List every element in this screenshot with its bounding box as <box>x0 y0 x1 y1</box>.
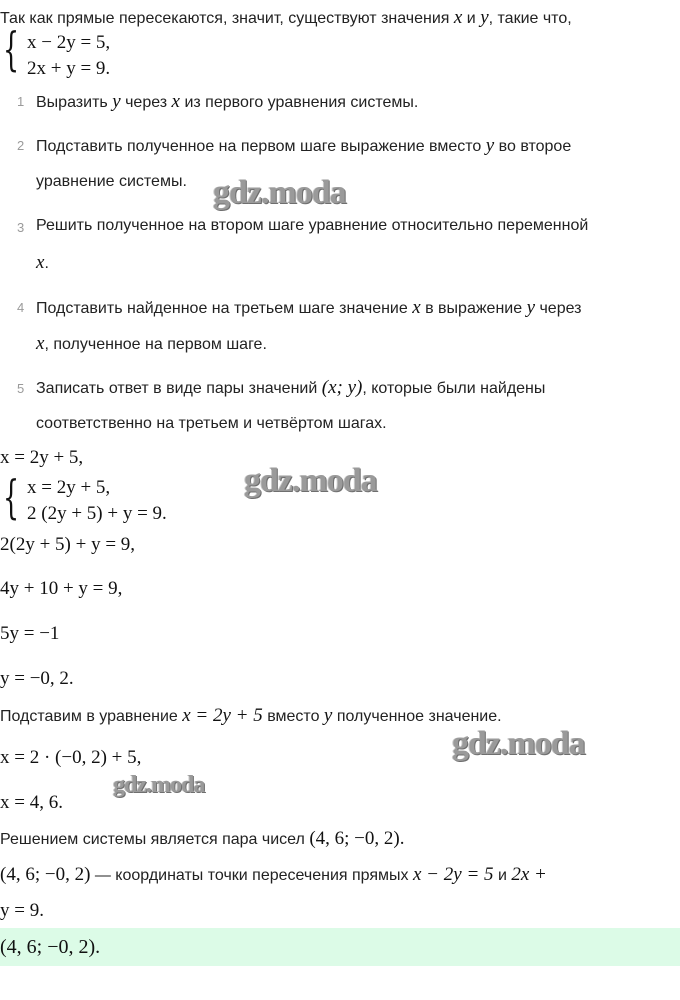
step-1-text <box>36 90 418 114</box>
watermark: gdz.moda <box>452 725 585 762</box>
watermark: gdz.moda <box>113 772 205 798</box>
solve-line-5: x = 2 · (−0, 2) + 5, <box>0 747 142 768</box>
solve-line-1: 2(2y + 5) + y = 9, <box>0 534 136 555</box>
step-text: из первого уравнения системы. <box>184 94 419 111</box>
math-var: y <box>485 135 495 156</box>
system-brace: { <box>3 22 20 76</box>
solve-line-2: 4y + 10 + y = 9, <box>0 578 123 599</box>
answer-box <box>0 928 680 966</box>
math-var: x <box>412 297 421 318</box>
step-number: 5 <box>17 381 25 396</box>
body-text: Подставим в уравнение <box>0 708 178 725</box>
step-text: во второе <box>498 138 572 155</box>
math-pair: (4, 6; −0, 2). <box>309 828 405 849</box>
step-text: через <box>539 300 582 317</box>
step-text: в выражение <box>425 300 523 317</box>
system-brace: { <box>3 470 20 524</box>
coord-line-2: y = 9. <box>0 900 44 921</box>
math-inline: x = 2y + 5 <box>182 705 263 726</box>
step-text: , полученное на первом шаге. <box>44 336 267 353</box>
system1-eq1: x − 2y = 5, <box>27 32 111 53</box>
solve-line-4: y = −0, 2. <box>0 668 74 689</box>
system2-eq2: 2 (2y + 5) + y = 9. <box>27 503 167 524</box>
step-text: . <box>44 255 49 272</box>
watermark: gdz.moda <box>213 174 346 211</box>
math-pair: (x; y) <box>321 377 363 398</box>
intro-text-end: , такие что, <box>488 10 572 27</box>
math-var: y <box>112 91 121 112</box>
step-number: 4 <box>17 300 25 315</box>
step-number: 1 <box>17 94 25 109</box>
math-var: x <box>36 333 45 354</box>
system2-eq1: x = 2y + 5, <box>27 477 111 498</box>
solve-line-6: x = 4, 6. <box>0 792 63 813</box>
step-number: 3 <box>17 220 25 235</box>
body-text: Решением системы является пара чисел <box>0 831 305 848</box>
step-text: Записать ответ в виде пары значений <box>36 380 318 397</box>
intro-line <box>0 6 572 30</box>
result-line <box>0 827 404 851</box>
intro-conj: и <box>466 10 476 27</box>
math-var: y <box>526 297 536 318</box>
substitute-line <box>0 704 502 728</box>
math-pair: (4, 6; −0, 2) <box>0 864 91 885</box>
expr-x: x = 2y + 5, <box>0 447 84 468</box>
step-3-text: Решить полученное на втором шаге уравнение относительно переменной <box>36 217 589 234</box>
step-3-line2 <box>36 251 49 275</box>
solve-line-3: 5y = −1 <box>0 623 60 644</box>
step-text: через <box>125 94 168 111</box>
step-2-text <box>36 134 571 158</box>
math-var: x <box>171 91 180 112</box>
math-var: x <box>453 7 463 28</box>
step-text: Выразить <box>36 94 108 111</box>
body-text: и <box>497 867 507 884</box>
body-text: полученное значение. <box>336 708 502 725</box>
coord-line <box>0 863 547 887</box>
body-text: — координаты точки пересечения прямых <box>94 867 409 884</box>
final-answer: (4, 6; −0, 2). <box>0 936 101 958</box>
step-5-text <box>36 376 545 400</box>
step-5-line2: соответственно на третьем и четвёртом шагах. <box>36 415 387 432</box>
math-var: y <box>323 705 333 726</box>
body-text: вместо <box>267 708 320 725</box>
step-2-line2: уравнение системы. <box>36 173 187 190</box>
step-text: Подставить полученное на первом шаге выражение вместо <box>36 138 482 155</box>
step-number: 2 <box>17 138 25 153</box>
math-var: y <box>480 7 489 28</box>
step-text: Подставить найденное на третьем шаге значение <box>36 300 408 317</box>
system1-eq2: 2x + y = 9. <box>27 58 111 79</box>
math-inline: x − 2y = 5 <box>413 864 494 885</box>
watermark: gdz.moda <box>244 462 377 499</box>
step-4-line2 <box>36 332 267 356</box>
intro-text: Так как прямые пересекаются, значит, существуют значения <box>0 10 450 27</box>
step-4-text <box>36 296 581 320</box>
step-text: , которые были найдены <box>362 380 546 397</box>
math-var: x <box>36 252 45 273</box>
math-inline: 2x + <box>511 864 547 885</box>
